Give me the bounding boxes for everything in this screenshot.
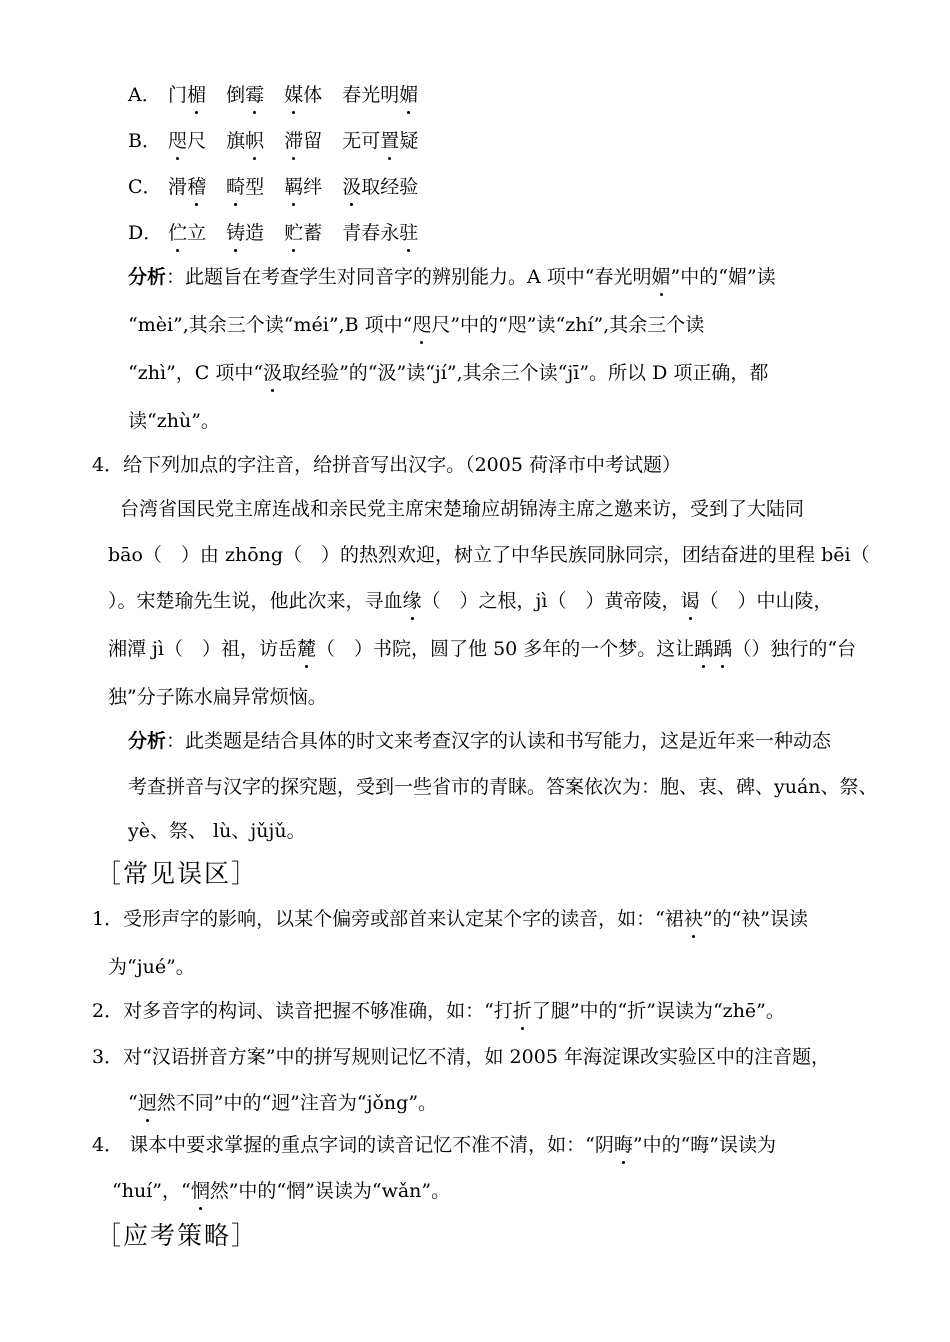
- mistake-line: [92, 998, 785, 1024]
- emphasized-char: 踽: [694, 638, 714, 660]
- analysis-line: [128, 408, 220, 434]
- text-segment: 滑: [168, 176, 188, 198]
- mistake-line: [92, 1132, 776, 1158]
- option-label: B．: [128, 130, 161, 152]
- question-4-line: [108, 542, 870, 568]
- emphasized-char: 滞: [284, 130, 304, 152]
- text-segment: （）独行的“台: [732, 638, 857, 660]
- text-segment: 青春永: [342, 222, 400, 244]
- analysis-label: 分析: [128, 730, 167, 752]
- word: [168, 220, 206, 246]
- word: [284, 220, 322, 246]
- emphasized-char: 袂: [683, 908, 703, 930]
- text-segment: 3．对“汉语拼音方案”中的拼写规则记忆不清，如 2005 年海淀课改实验区中的注音题，: [92, 1046, 830, 1068]
- option-b: [128, 128, 432, 154]
- emphasized-char: 踽: [713, 638, 733, 660]
- text-segment: 疑: [399, 130, 419, 152]
- text-segment: 取经验: [361, 176, 419, 198]
- emphasized-char: 帜: [245, 130, 265, 152]
- word: [342, 174, 418, 200]
- text-segment: ）。宋楚瑜先生说，他此次来，寻血: [108, 590, 403, 612]
- emphasized-char: 媒: [284, 84, 304, 106]
- text-segment: 为“jué”。: [108, 956, 195, 978]
- emphasized-char: 楣: [187, 84, 207, 106]
- text-segment: “: [128, 1092, 138, 1114]
- text-segment: 尺”中的“咫”读“zhí”,其余三个读: [431, 314, 705, 336]
- emphasized-char: 惘: [190, 1180, 210, 1202]
- option-label: C．: [128, 176, 162, 198]
- text-segment: 台湾省国民党主席连战和亲民党主席宋楚瑜应胡锦涛主席之邀来访，受到了大陆同: [120, 498, 805, 520]
- emphasized-char: 麓: [297, 638, 317, 660]
- text-segment: 读“zhù”。: [128, 410, 220, 432]
- word: [168, 82, 206, 108]
- emphasized-char: 咫: [412, 314, 432, 336]
- text-segment: 型: [245, 176, 265, 198]
- question-4-line: [108, 684, 327, 710]
- emphasized-char: 稽: [187, 176, 207, 198]
- analysis-line: [128, 312, 704, 338]
- text-segment: 蓄: [303, 222, 323, 244]
- text-segment: 1．受形声字的影响，以某个偏旁或部首来认定某个字的读音，如：“裙: [92, 908, 684, 930]
- mistake-line: [92, 1044, 830, 1070]
- option-label: D．: [128, 222, 163, 244]
- text-segment: 立: [187, 222, 207, 244]
- emphasized-char: 咫: [168, 130, 188, 152]
- emphasized-char: 折: [512, 1000, 532, 1022]
- option-label: A．: [128, 84, 161, 106]
- text-segment: “huí”，“: [112, 1180, 191, 1202]
- word: [342, 128, 418, 154]
- section-heading-mistakes: ［常见误区］: [96, 859, 259, 888]
- text-segment: 留: [303, 130, 323, 152]
- text-segment: 4． 课本中要求掌握的重点字词的读音记忆不准不清，如：“阴: [92, 1134, 614, 1156]
- mistake-line: [112, 1178, 450, 1204]
- emphasized-char: 羁: [284, 176, 304, 198]
- mistake-line: [108, 954, 195, 980]
- text-segment: 造: [245, 222, 265, 244]
- text-segment: ”中的“晦”误读为: [632, 1134, 776, 1156]
- text-segment: ”中的“媚”读: [670, 266, 776, 288]
- word: [284, 174, 322, 200]
- text-segment: 独”分子陈水扁异常烦恼。: [108, 686, 327, 708]
- text-segment: 春光明: [342, 84, 400, 106]
- emphasized-char: 迥: [137, 1092, 157, 1114]
- word: [284, 82, 322, 108]
- word: [284, 128, 322, 154]
- emphasized-char: 伫: [168, 222, 188, 244]
- text-segment: （ ）之根，jì（ ）黄帝陵，: [421, 590, 681, 612]
- word: [342, 220, 418, 246]
- mistake-line: [92, 906, 808, 932]
- word: [342, 82, 418, 108]
- text-segment: yè、祭、 lù、jǔjǔ。: [128, 820, 306, 842]
- emphasized-char: 汲: [263, 362, 283, 384]
- text-segment: “mèi”,其余三个读“méi”,B 项中“: [128, 314, 413, 336]
- emphasized-char: 媚: [399, 84, 419, 106]
- text-segment: ：此题旨在考查学生对同音字的辨别能力。A 项中“春光明: [166, 266, 652, 288]
- option-c: [128, 174, 432, 200]
- analysis-line: [128, 774, 878, 800]
- analysis-label: 分析: [128, 266, 167, 288]
- text-segment: 然”中的“惘”误读为“wǎn”。: [209, 1180, 451, 1202]
- text-segment: ：此类题是结合具体的时文来考查汉字的认读和书写能力，这是近年来一种动态: [166, 730, 832, 752]
- emphasized-char: 谒: [680, 590, 700, 612]
- question-4-line: [120, 496, 804, 522]
- emphasized-char: 汲: [342, 176, 362, 198]
- text-segment: 倒: [226, 84, 246, 106]
- text-segment: 然不同”中的“迥”注音为“jǒng”。: [156, 1092, 438, 1114]
- text-segment: ”的“袂”误读: [702, 908, 808, 930]
- question-4-title: 4．给下列加点的字注音，给拼音写出汉字。（2005 荷泽市中考试题）: [92, 454, 681, 476]
- text-segment: 考查拼音与汉字的探究题，受到一些省市的青睐。答案依次为：胞、衷、碑、yuán、祭、: [128, 776, 878, 798]
- text-segment: 体: [303, 84, 323, 106]
- section-heading-strategy: ［应考策略］: [96, 1221, 259, 1250]
- text-segment: 了腿”中的“折”误读为“zhē”。: [531, 1000, 785, 1022]
- analysis-line: [128, 360, 768, 386]
- text-segment: 旗: [226, 130, 246, 152]
- emphasized-char: 霉: [245, 84, 265, 106]
- emphasized-char: 贮: [284, 222, 304, 244]
- word: [226, 128, 264, 154]
- text-segment: （ ）中山陵，: [699, 590, 833, 612]
- emphasized-char: 畸: [226, 176, 246, 198]
- text-segment: （ ）书院，圆了他 50 多年的一个梦。这让: [316, 638, 695, 660]
- text-segment: 绊: [303, 176, 323, 198]
- question-4-line: [108, 588, 833, 614]
- emphasized-char: 驻: [399, 222, 419, 244]
- word: [226, 174, 264, 200]
- text-segment: 湘潭 jì（ ）祖，访岳: [108, 638, 298, 660]
- text-segment: 取经验”的“汲”读“jí”,其余三个读“jī”。所以 D 项正确，都: [282, 362, 769, 384]
- option-a: [128, 82, 432, 108]
- emphasized-char: 晦: [613, 1134, 633, 1156]
- emphasized-char: 铸: [226, 222, 246, 244]
- word: [226, 82, 264, 108]
- text-segment: “zhì”，C 项中“: [128, 362, 264, 384]
- word: [226, 220, 264, 246]
- mistake-line: [128, 1090, 437, 1116]
- text-segment: bāo（ ）由 zhōng（ ）的热烈欢迎，树立了中华民族同脉同宗，团结奋进的里程 bēi（: [108, 544, 870, 566]
- emphasized-char: 缘: [402, 590, 422, 612]
- question-4-line: [108, 636, 856, 662]
- analysis-line: [128, 728, 831, 754]
- text-segment: 门: [168, 84, 188, 106]
- text-segment: 2．对多音字的构词、读音把握不够准确，如：“打: [92, 1000, 513, 1022]
- text-segment: 尺: [187, 130, 207, 152]
- emphasized-char: 置: [380, 130, 400, 152]
- text-segment: 无可: [342, 130, 381, 152]
- word: [168, 174, 206, 200]
- analysis-line: [128, 264, 776, 290]
- word: [168, 128, 206, 154]
- option-d: [128, 220, 432, 246]
- emphasized-char: 媚: [651, 266, 671, 288]
- analysis-line: [128, 818, 306, 844]
